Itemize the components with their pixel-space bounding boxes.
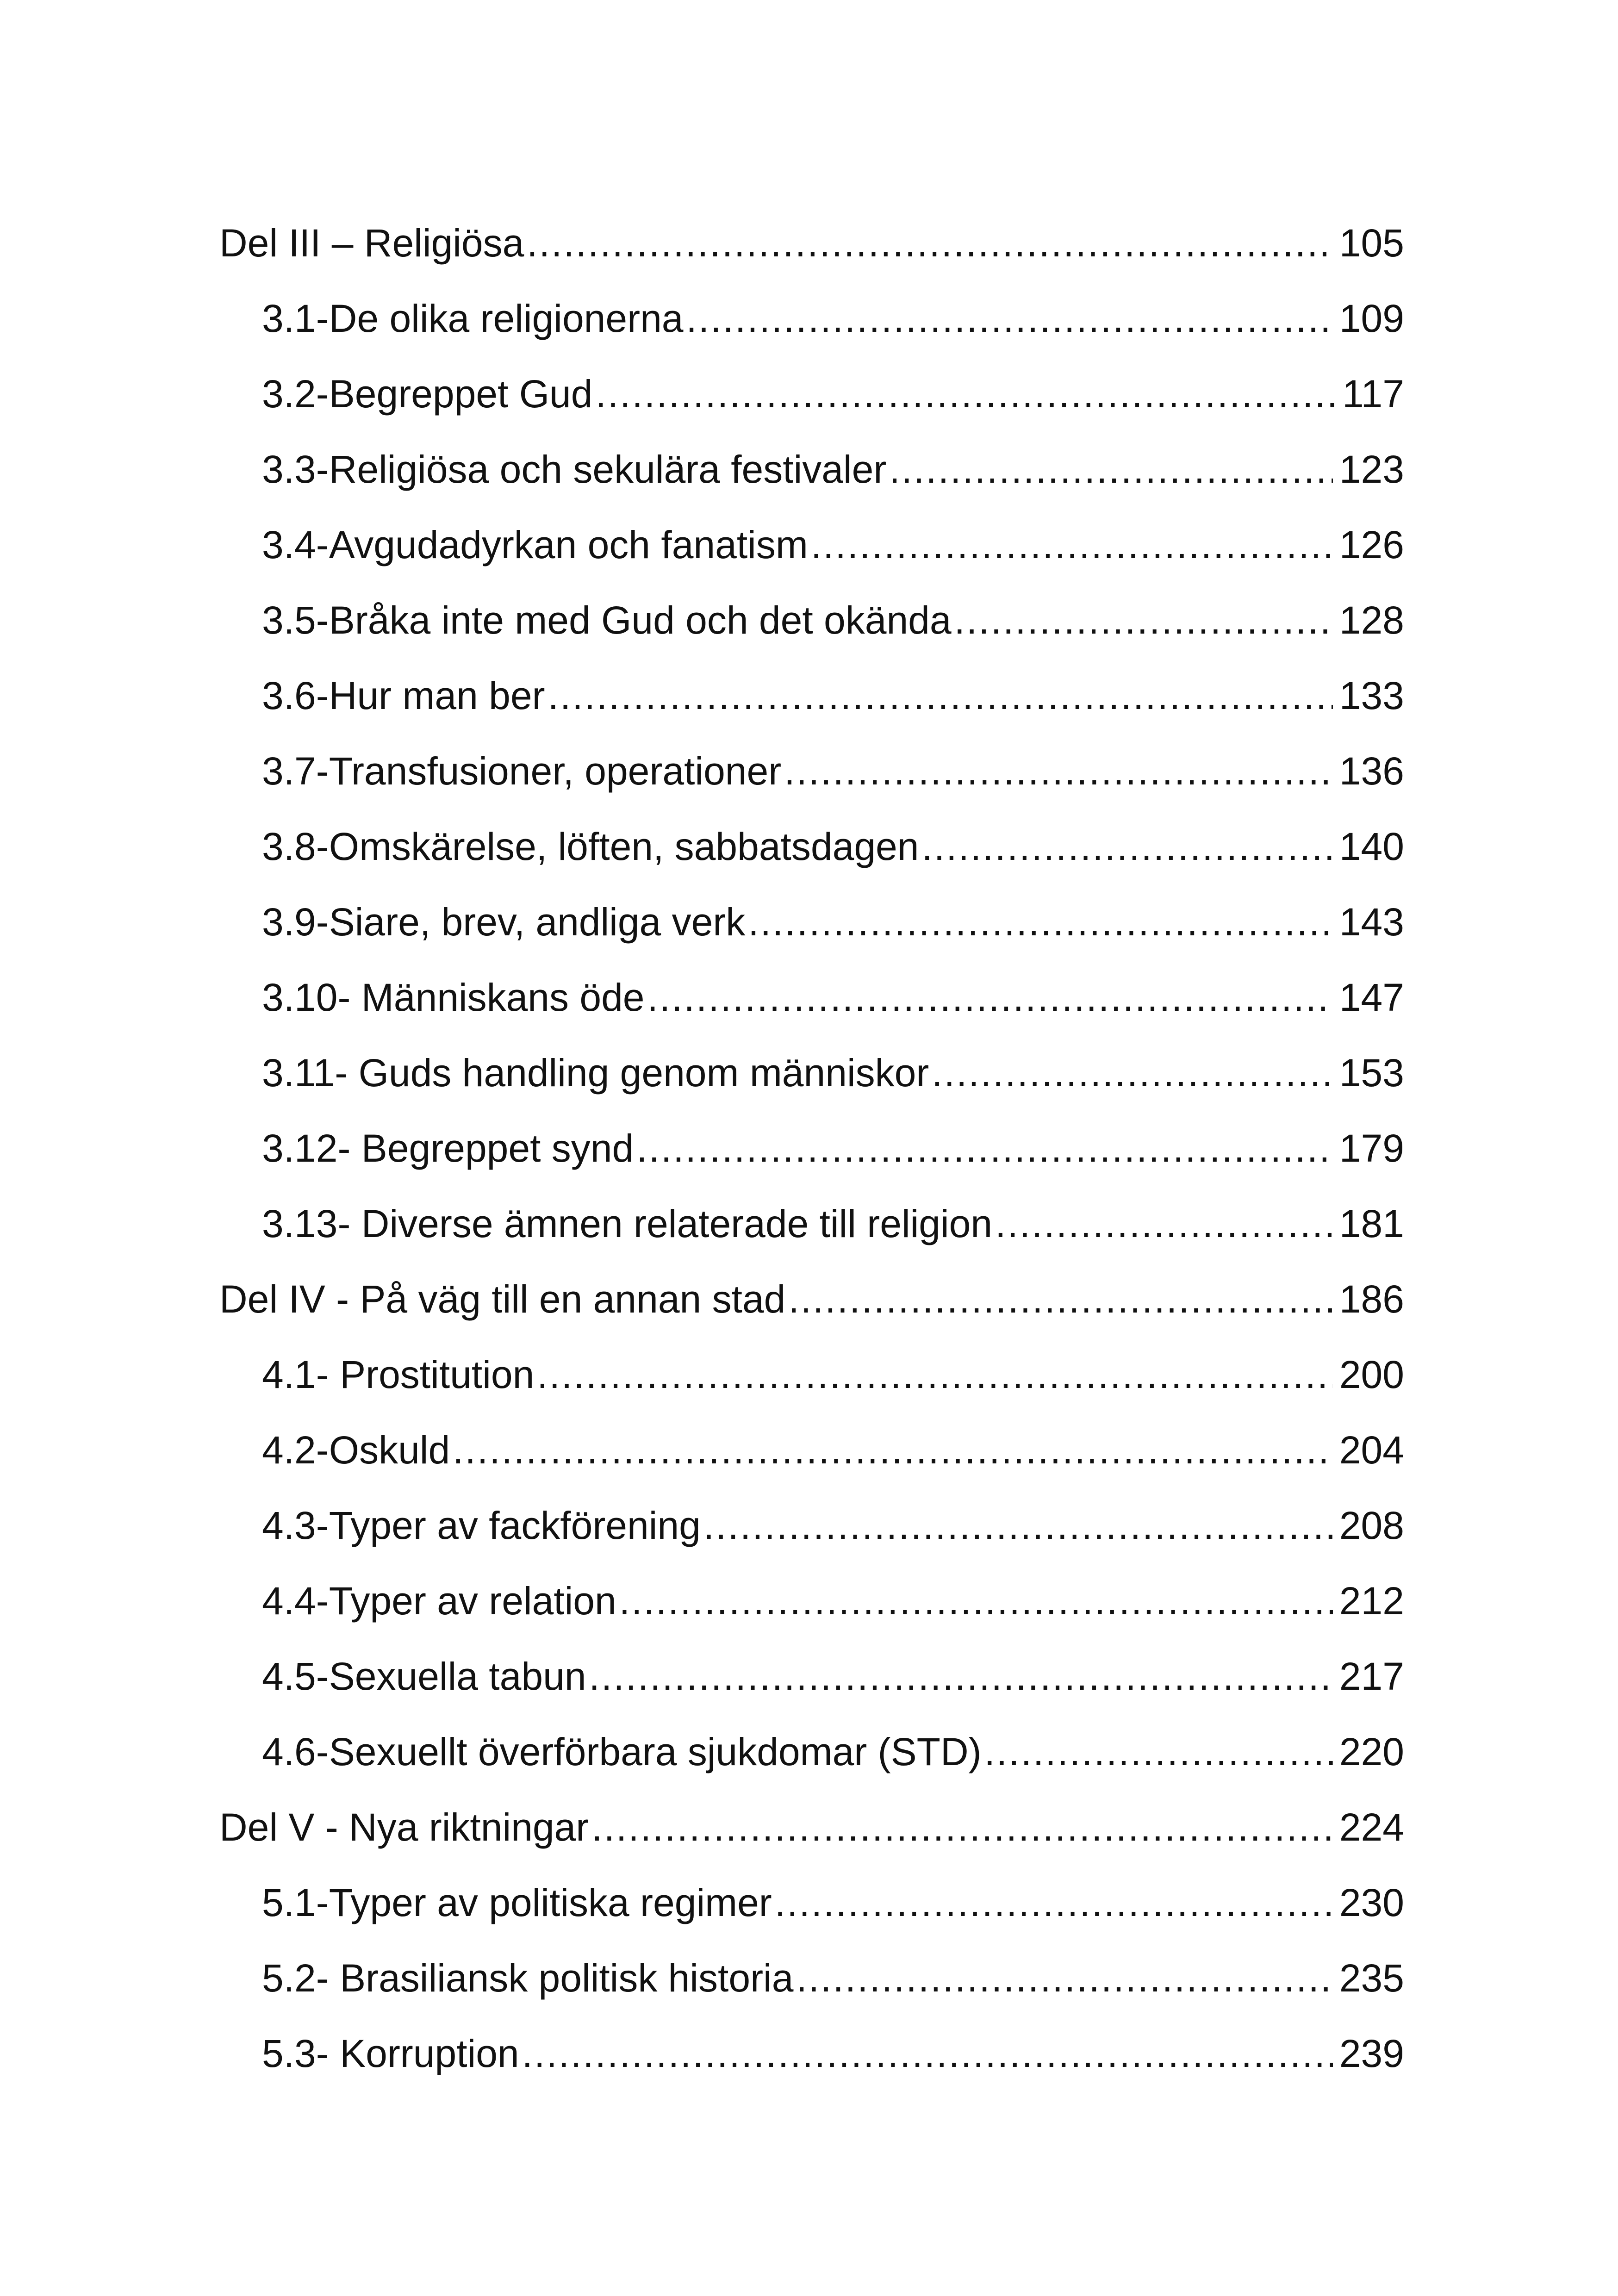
dot-leader (527, 215, 1333, 271)
toc-entry-label: 3.10- Människans öde (262, 976, 645, 1019)
dot-leader (596, 366, 1336, 422)
toc-entry-part[interactable] (219, 215, 1404, 271)
toc-entry-chapter[interactable] (262, 592, 1404, 648)
toc-entry-chapter[interactable] (262, 743, 1404, 799)
toc-entry-chapter[interactable] (262, 1724, 1404, 1780)
toc-entry-chapter[interactable] (262, 2026, 1404, 2081)
toc-entry-label: 3.9-Siare, brev, andliga verk (262, 900, 746, 944)
toc-entry-page: 143 (1339, 900, 1404, 944)
toc-entry-page: 140 (1339, 825, 1404, 868)
dot-leader (932, 1045, 1333, 1101)
toc-entry-label: 4.2-Oskuld (262, 1428, 450, 1472)
toc-entry-label: 4.4-Typer av relation (262, 1579, 616, 1623)
dot-leader (647, 970, 1333, 1025)
toc-entry-chapter[interactable] (262, 1875, 1404, 1930)
toc-entry-page: 212 (1339, 1579, 1404, 1623)
toc-entry-label: 3.13- Diverse ämnen relaterade till religion (262, 1202, 993, 1245)
toc-entry-page: 235 (1339, 1956, 1404, 2000)
toc-entry-chapter[interactable] (262, 1950, 1404, 2006)
toc-entry-label: 4.5-Sexuella tabun (262, 1655, 586, 1698)
dot-leader (775, 1875, 1333, 1930)
toc-entry-label: Del III – Religiösa (219, 221, 524, 265)
toc-entry-chapter[interactable] (262, 1573, 1404, 1629)
dot-leader (811, 517, 1333, 572)
toc-entry-page: 133 (1339, 674, 1404, 717)
dot-leader (548, 668, 1333, 723)
toc-entry-label: 3.8-Omskärelse, löften, sabbatsdagen (262, 825, 919, 868)
toc-entry-page: 220 (1339, 1730, 1404, 1773)
dot-leader (889, 442, 1333, 497)
toc-entry-label: 5.3- Korruption (262, 2032, 519, 2075)
dot-leader (796, 1950, 1332, 2006)
toc-entry-chapter[interactable] (262, 1498, 1404, 1553)
toc-entry-page: 105 (1339, 221, 1404, 265)
dot-leader (784, 743, 1333, 799)
toc-entry-label: 4.1- Prostitution (262, 1353, 535, 1396)
dot-leader (995, 1196, 1333, 1251)
dot-leader (522, 2026, 1333, 2081)
toc-entry-label: Del V - Nya riktningar (219, 1805, 589, 1849)
toc-entry-label: 4.3-Typer av fackförening (262, 1504, 701, 1547)
toc-entry-page: 239 (1339, 2032, 1404, 2075)
toc-entry-chapter[interactable] (262, 819, 1404, 874)
toc-entry-chapter[interactable] (262, 1649, 1404, 1704)
dot-leader (619, 1573, 1333, 1629)
dot-leader (686, 291, 1333, 346)
toc-entry-page: 126 (1339, 523, 1404, 566)
dot-leader (636, 1120, 1333, 1176)
dot-leader (921, 819, 1332, 874)
dot-leader (589, 1649, 1333, 1704)
toc-entry-label: 3.3-Religiösa och sekulära festivaler (262, 448, 887, 491)
toc-entry-page: 200 (1339, 1353, 1404, 1396)
toc-entry-page: 123 (1339, 448, 1404, 491)
dot-leader (537, 1347, 1333, 1402)
toc-entry-label: 5.2- Brasiliansk politisk historia (262, 1956, 794, 2000)
toc-entry-chapter[interactable] (262, 442, 1404, 497)
dot-leader (748, 894, 1333, 950)
toc-entry-page: 128 (1339, 598, 1404, 642)
toc-entry-chapter[interactable] (262, 1120, 1404, 1176)
toc-entry-chapter[interactable] (262, 291, 1404, 346)
dot-leader (788, 1271, 1332, 1327)
dot-leader (703, 1498, 1333, 1553)
toc-entry-chapter[interactable] (262, 970, 1404, 1025)
toc-entry-label: 3.11- Guds handling genom människor (262, 1051, 929, 1095)
toc-entry-chapter[interactable] (262, 366, 1404, 422)
toc-entry-chapter[interactable] (262, 1422, 1404, 1478)
toc-entry-page: 208 (1339, 1504, 1404, 1547)
dot-leader (453, 1422, 1333, 1478)
toc-entry-chapter[interactable] (262, 1045, 1404, 1101)
toc-entry-page: 230 (1339, 1881, 1404, 1924)
toc-entry-page: 186 (1339, 1277, 1404, 1321)
dot-leader (591, 1799, 1333, 1855)
toc-entry-chapter[interactable] (262, 517, 1404, 572)
toc-entry-label: 5.1-Typer av politiska regimer (262, 1881, 772, 1924)
toc-entry-page: 224 (1339, 1805, 1404, 1849)
toc-entry-page: 117 (1342, 372, 1404, 416)
toc-entry-page: 147 (1339, 976, 1404, 1019)
toc-entry-page: 181 (1339, 1202, 1404, 1245)
toc-entry-label: 3.4-Avgudadyrkan och fanatism (262, 523, 808, 566)
toc-entry-page: 204 (1339, 1428, 1404, 1472)
toc-entry-label: 3.5-Bråka inte med Gud och det okända (262, 598, 952, 642)
toc-entry-chapter[interactable] (262, 894, 1404, 950)
toc-entry-part[interactable] (219, 1799, 1404, 1855)
toc-entry-label: 3.2-Begreppet Gud (262, 372, 593, 416)
toc-entry-label: 4.6-Sexuellt överförbara sjukdomar (STD) (262, 1730, 982, 1773)
toc-entry-chapter[interactable] (262, 668, 1404, 723)
toc-entry-page: 109 (1339, 297, 1404, 340)
toc-entry-label: 3.7-Transfusioner, operationer (262, 749, 782, 793)
toc-entry-page: 179 (1339, 1126, 1404, 1170)
toc-entry-page: 153 (1339, 1051, 1404, 1095)
toc-entry-page: 136 (1339, 749, 1404, 793)
toc-entry-part[interactable] (219, 1271, 1404, 1327)
toc-entry-page: 217 (1339, 1655, 1404, 1698)
toc-entry-chapter[interactable] (262, 1196, 1404, 1251)
toc-entry-label: Del IV - På väg till en annan stad (219, 1277, 786, 1321)
toc-entry-label: 3.12- Begreppet synd (262, 1126, 634, 1170)
dot-leader (954, 592, 1333, 648)
toc-entry-label: 3.6-Hur man ber (262, 674, 545, 717)
dot-leader (984, 1724, 1333, 1780)
toc-entry-label: 3.1-De olika religionerna (262, 297, 684, 340)
toc-entry-chapter[interactable] (262, 1347, 1404, 1402)
